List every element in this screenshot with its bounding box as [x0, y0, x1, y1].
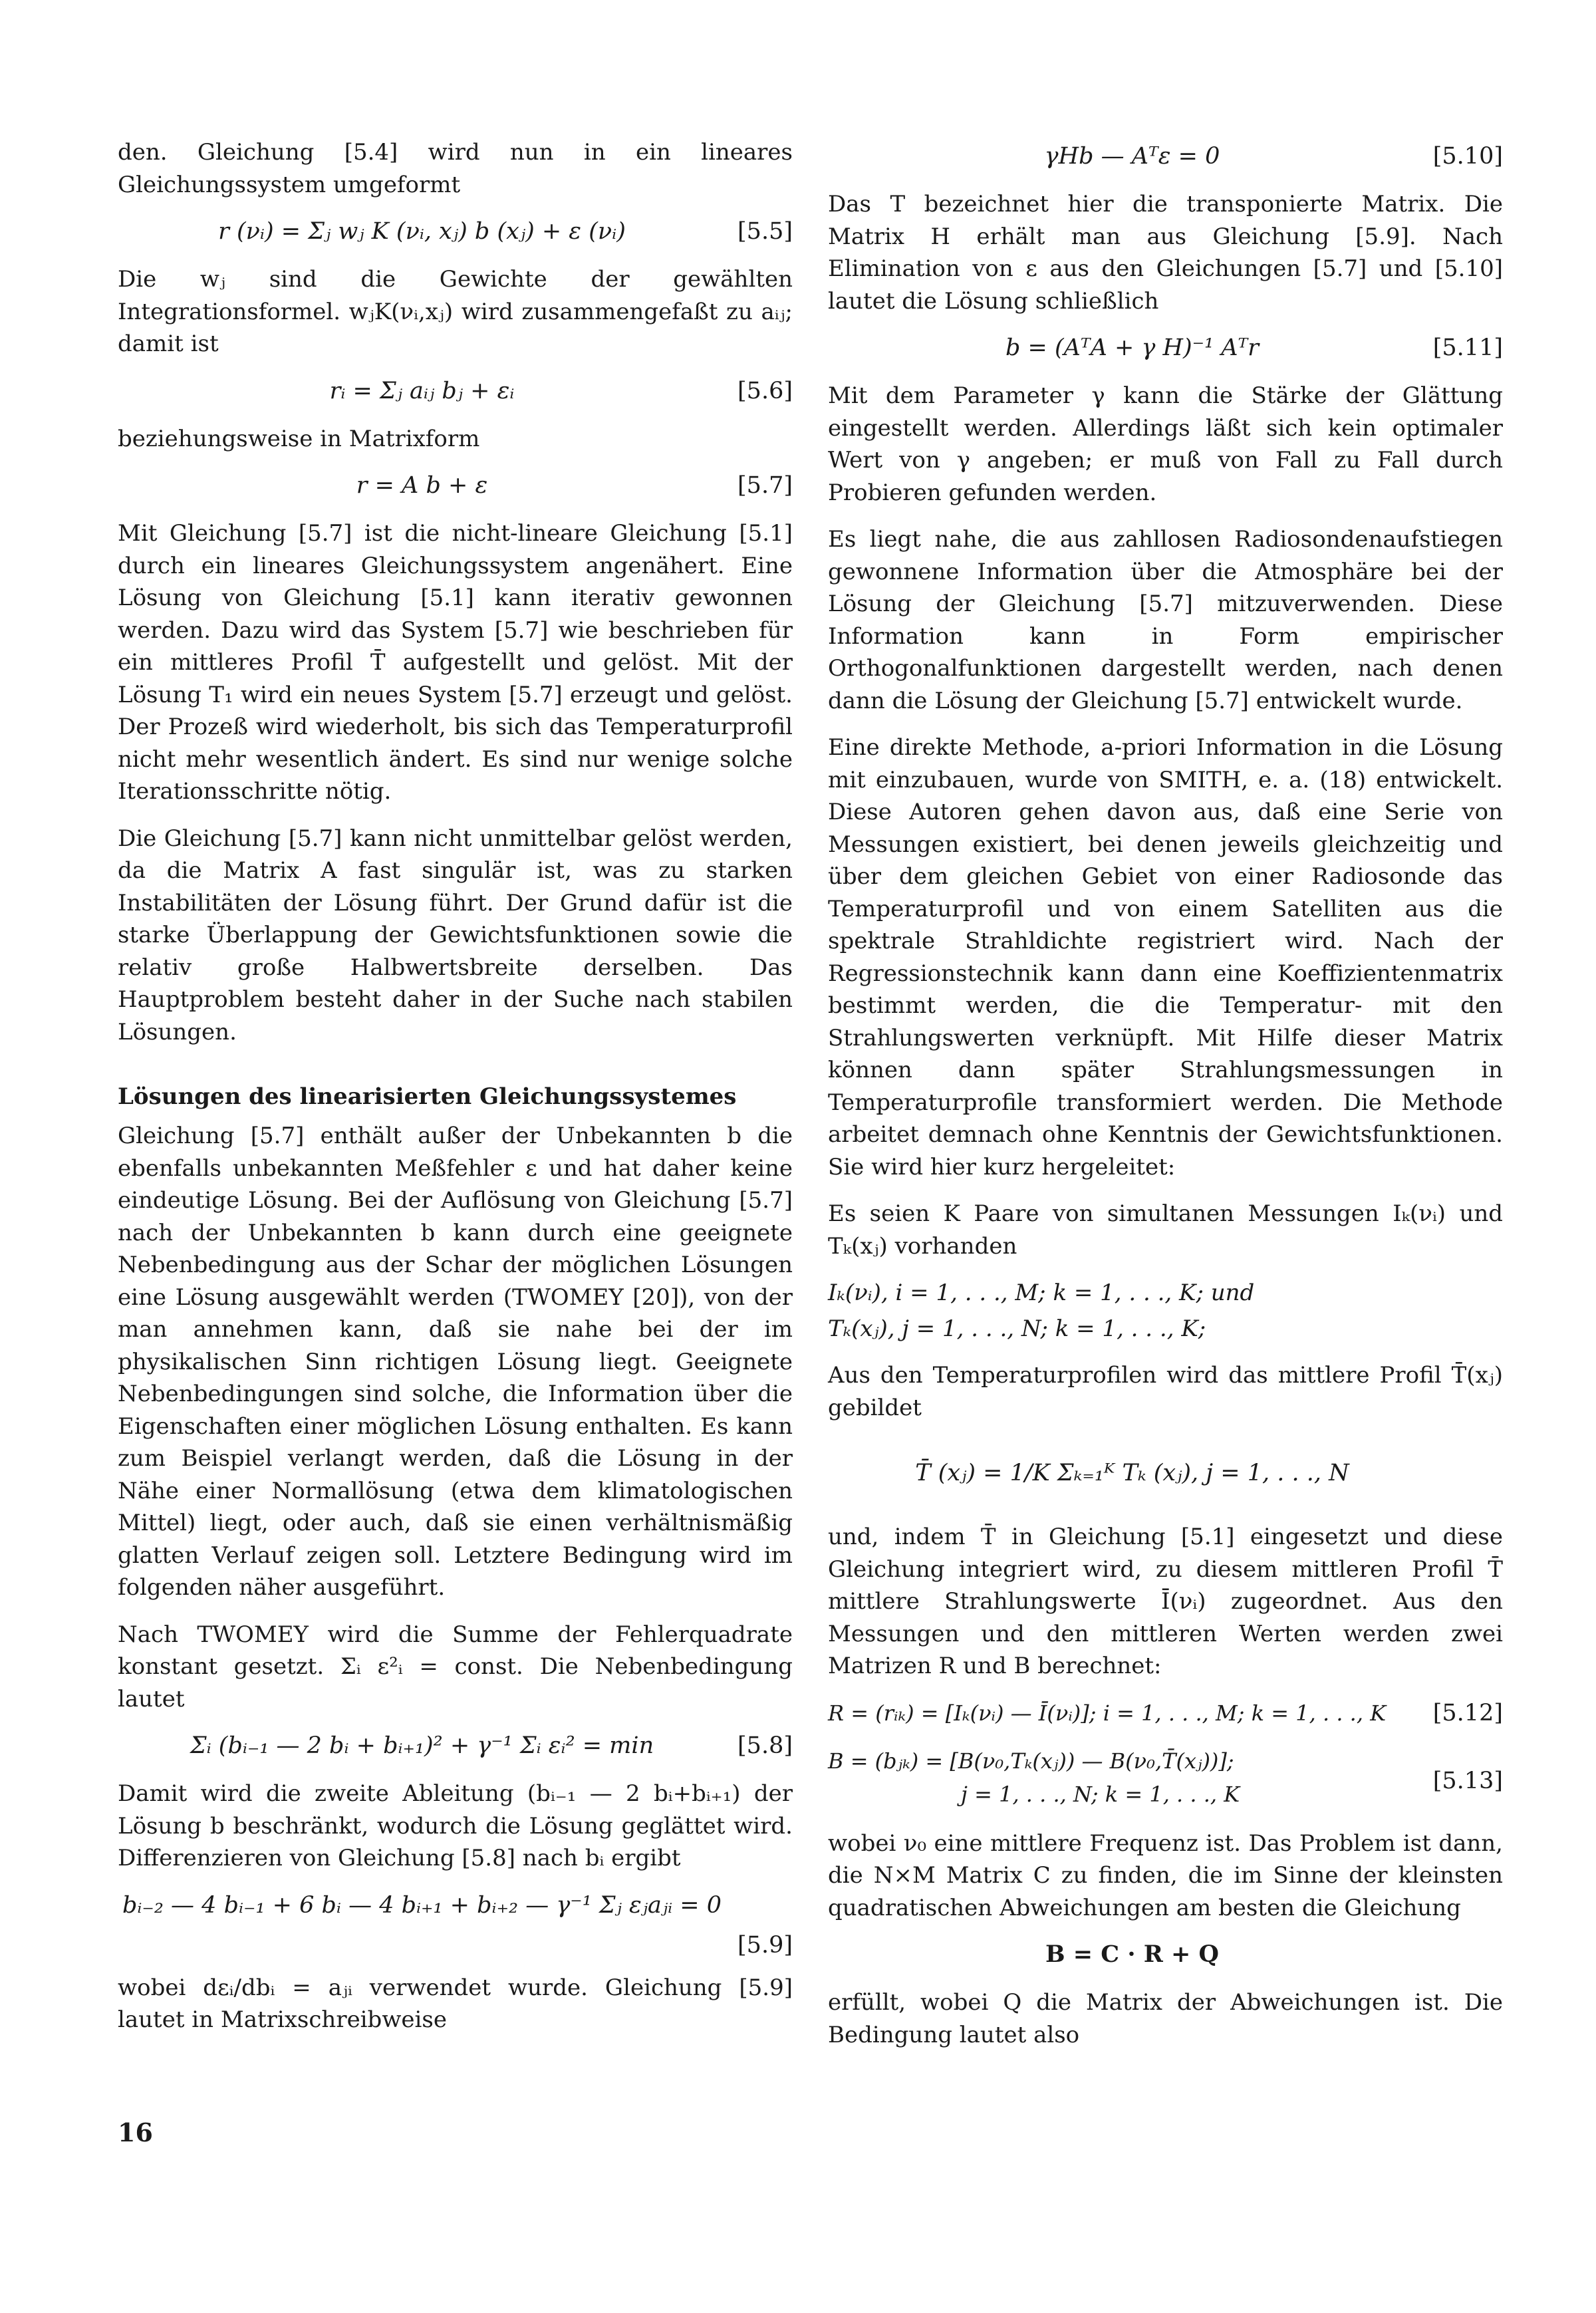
- equation-number: [5.9]: [737, 1931, 793, 1959]
- equation-body: R = (rᵢₖ) = [Iₖ(νᵢ) — Ī(νᵢ)]; i = 1, . . ., M; k = 1, . . ., K: [828, 1700, 1387, 1726]
- equation-body: bᵢ₋₂ — 4 bᵢ₋₁ + 6 bᵢ — 4 bᵢ₊₁ + bᵢ₊₂ — γ⁻¹ Σⱼ εⱼaⱼᵢ = 0: [122, 1891, 722, 1919]
- equation-body: r = A b + ε: [356, 472, 488, 499]
- equation-5-6: [118, 375, 793, 414]
- equation-5-9: [118, 1889, 793, 1963]
- equation-5-13: [828, 1745, 1503, 1818]
- equation-5-10: [828, 140, 1503, 179]
- paragraph: Nach TWOMEY wird die Summe der Fehlerquadrate konstant gesetzt. Σᵢ ε²ᵢ = const. Die Nebenbedingung lautet: [118, 1621, 793, 1712]
- equation-number: [5.12]: [1432, 1699, 1503, 1726]
- paragraph: Damit wird die zweite Ableitung (bᵢ₋₁ — 2 bᵢ+bᵢ₊₁) der Lösung b beschränkt, wodurch die Lösung geglättet wird. Differenzieren von Gleichung [5.8] nach bᵢ ergibt: [118, 1780, 793, 1871]
- paragraph: Aus den Temperaturprofilen wird das mittlere Profil T̄(xⱼ) gebildet: [828, 1362, 1503, 1421]
- equation-number: [5.11]: [1432, 335, 1503, 361]
- paragraph: erfüllt, wobei Q die Matrix der Abweichungen ist. Die Bedingung lautet also: [828, 1989, 1503, 2048]
- definition-line: Iₖ(νᵢ), i = 1, . . ., M; k = 1, . . ., K; und: [828, 1280, 1255, 1306]
- equation-number: [5.10]: [1432, 143, 1503, 170]
- paragraph: Es seien K Paare von simultanen Messungen Iₖ(νᵢ) und Tₖ(xⱼ) vorhanden: [828, 1200, 1503, 1260]
- paragraph: den. Gleichung [5.4] wird nun in ein lineares Gleichungssystem umgeformt: [118, 139, 793, 198]
- equation-5-5: [118, 215, 793, 254]
- equation-body: γHb — Aᵀε = 0: [1044, 143, 1220, 170]
- paragraph: Es liegt nahe, die aus zahllosen Radiosondenaufstiegen gewonnene Information über die Atmosphäre bei der Lösung der Gleichung [5.7] mitzuverwenden. Diese Information kann in Form empirischer Orthogonalfunktionen dargestellt werden, nach denen dann die Lösung der Gleichung [5.7] entwickelt wurde.: [828, 526, 1503, 714]
- equation-number: [5.5]: [737, 218, 793, 245]
- left-column: [118, 136, 793, 2051]
- equation-5-8: [118, 1730, 793, 1768]
- equation-body: b = (AᵀA + γ H)⁻¹ Aᵀr: [1005, 335, 1260, 361]
- paragraph: beziehungsweise in Matrixform: [118, 425, 480, 452]
- equation-number: [5.13]: [1432, 1767, 1503, 1794]
- equation-body: r (νᵢ) = Σⱼ wⱼ K (νᵢ, xⱼ) b (xⱼ) + ε (νᵢ): [218, 218, 626, 245]
- equation-number: [5.6]: [737, 377, 793, 404]
- paragraph: wobei ν₀ eine mittlere Frequenz ist. Das Problem ist dann, die N×M Matrix C zu finden, die im Sinne der kleinsten quadratischen Abweichungen am besten die Gleichung: [828, 1830, 1503, 1921]
- paragraph: Mit dem Parameter γ kann die Stärke der Glättung eingestellt werden. Allerdings läßt sich kein optimaler Wert von γ angeben; er muß von Fall zu Fall durch Probieren gefunden werden.: [828, 382, 1503, 506]
- equation-number: [5.8]: [737, 1732, 793, 1759]
- paragraph: wobei dεᵢ/dbᵢ = aⱼᵢ verwendet wurde. Gleichung [5.9] lautet in Matrixschreibweise: [118, 1974, 793, 2033]
- equation-number: [5.7]: [737, 472, 793, 499]
- equation-b-c-r-q: [828, 1939, 1503, 1977]
- paragraph: Eine direkte Methode, a-priori Information in die Lösung mit einzubauen, wurde von SMITH, e. a. (18) entwickelt. Diese Autoren gehen davon aus, daß eine Serie von Messungen existiert, bei denen jeweils gleichzeitig und über dem gleichen Gebiet von einer Radiosonde das Temperaturprofil und von einem Satelliten aus die spektrale Strahldichte registriert wird. Nach der Regressionstechnik kann dann eine Koeffizientenmatrix bestimmt werden, die die Temperatur- mit den Strahlungswerten verknüpft. Mit Hilfe dieser Matrix können dann später Strahlungsmessungen in Temperaturprofile transformiert werden. Die Methode arbeitet demnach ohne Kenntnis der Gewichtsfunktionen. Sie wird hier kurz hergeleitet:: [828, 734, 1503, 1180]
- right-column: [828, 136, 1503, 2066]
- equation-body: B = (bⱼₖ) = [B(ν₀,Tₖ(xⱼ)) — B(ν₀,T̄(xⱼ))];: [828, 1748, 1234, 1774]
- paragraph: Die Gleichung [5.7] kann nicht unmittelbar gelöst werden, da die Matrix A fast singulär ist, was zu starken Instabilitäten der Lösung führt. Der Grund dafür ist die starke Überlappung der Gewichtsfunktionen sowie die relativ große Halbwertsbreite derselben. Das Hauptproblem besteht daher in der Suche nach stabilen Lösungen.: [118, 825, 793, 1045]
- equation-body: rᵢ = Σⱼ aᵢⱼ bⱼ + εᵢ: [329, 377, 515, 404]
- paragraph: Mit Gleichung [5.7] ist die nicht-lineare Gleichung [5.1] durch ein lineares Gleichungssystem angenähert. Eine Lösung von Gleichung [5.1] kann iterativ gewonnen werden. Dazu wird das System [5.7] wie beschrieben für ein mittleres Profil T̄ aufgestellt und gelöst. Mit der Lösung T₁ wird ein neues System [5.7] erzeugt und gelöst. Der Prozeß wird wiederholt, bis sich das Temperaturprofil nicht mehr wesentlich ändert. Es sind nur wenige solche Iterationsschritte nötig.: [118, 520, 793, 805]
- definition-line: Tₖ(xⱼ), j = 1, . . ., N; k = 1, . . ., K;: [828, 1315, 1206, 1342]
- paragraph: Gleichung [5.7] enthält außer der Unbekannten b die ebenfalls unbekannten Meßfehler ε und hat daher keine eindeutige Lösung. Bei der Auflösung von Gleichung [5.7] nach der Unbekannten b kann durch eine geeignete Nebenbedingung aus der Schar der möglichen Lösungen eine Lösung ausgewählt werden (TWOMEY [20]), von der man annehmen kann, daß sie nahe bei der im physikalischen Sinn richtigen Lösung liegt. Geeignete Nebenbedingungen sind solche, die Information über die Eigenschaften einer möglichen Lösung enthalten. Es kann zum Beispiel verlangt werden, daß die Lösung in der Nähe einer Normallösung (etwa dem klimatologischen Mittel) liegt, oder auch, daß sie einen verhältnismäßig glatten Verlauf zeigen soll. Letztere Bedingung wird im folgenden näher ausgeführt.: [118, 1123, 793, 1601]
- section-heading: Lösungen des linearisierten Gleichungssystemes: [118, 1083, 737, 1110]
- equation-body: B = C · R + Q: [1045, 1941, 1219, 1968]
- equation-5-12: [828, 1697, 1503, 1736]
- equation-body: Σᵢ (bᵢ₋₁ — 2 bᵢ + bᵢ₊₁)² + γ⁻¹ Σᵢ εᵢ² = min: [190, 1732, 654, 1759]
- equation-mean-profile: [828, 1438, 1503, 1512]
- equation-body: T̄ (xⱼ) = 1/K Σₖ₌₁ᴷ Tₖ (xⱼ), j = 1, . . ., N: [915, 1460, 1349, 1486]
- equation-body: j = 1, . . ., N; k = 1, . . ., K: [961, 1781, 1240, 1807]
- paragraph: Die wⱼ sind die Gewichte der gewählten Integrationsformel. wⱼK(νᵢ,xⱼ) wird zusammengefaßt zu aᵢⱼ; damit ist: [118, 266, 793, 357]
- paragraph: Das T bezeichnet hier die transponierte Matrix. Die Matrix H erhält man aus Gleichung [5.9]. Nach Elimination von ε aus den Gleichungen [5.7] und [5.10] lautet die Lösung schließlich: [828, 191, 1503, 315]
- equation-5-7: [118, 470, 793, 508]
- equation-5-11: [828, 332, 1503, 370]
- page-number: 16: [118, 2117, 153, 2147]
- paragraph: und, indem T̄ in Gleichung [5.1] eingesetzt und diese Gleichung integriert wird, zu diesem mittleren Profil T̄ mittlere Strahlungswerte Ī(νᵢ) zugeordnet. Aus den Messungen und den mittleren Werten werden zwei Matrizen R und B berechnet:: [828, 1524, 1503, 1679]
